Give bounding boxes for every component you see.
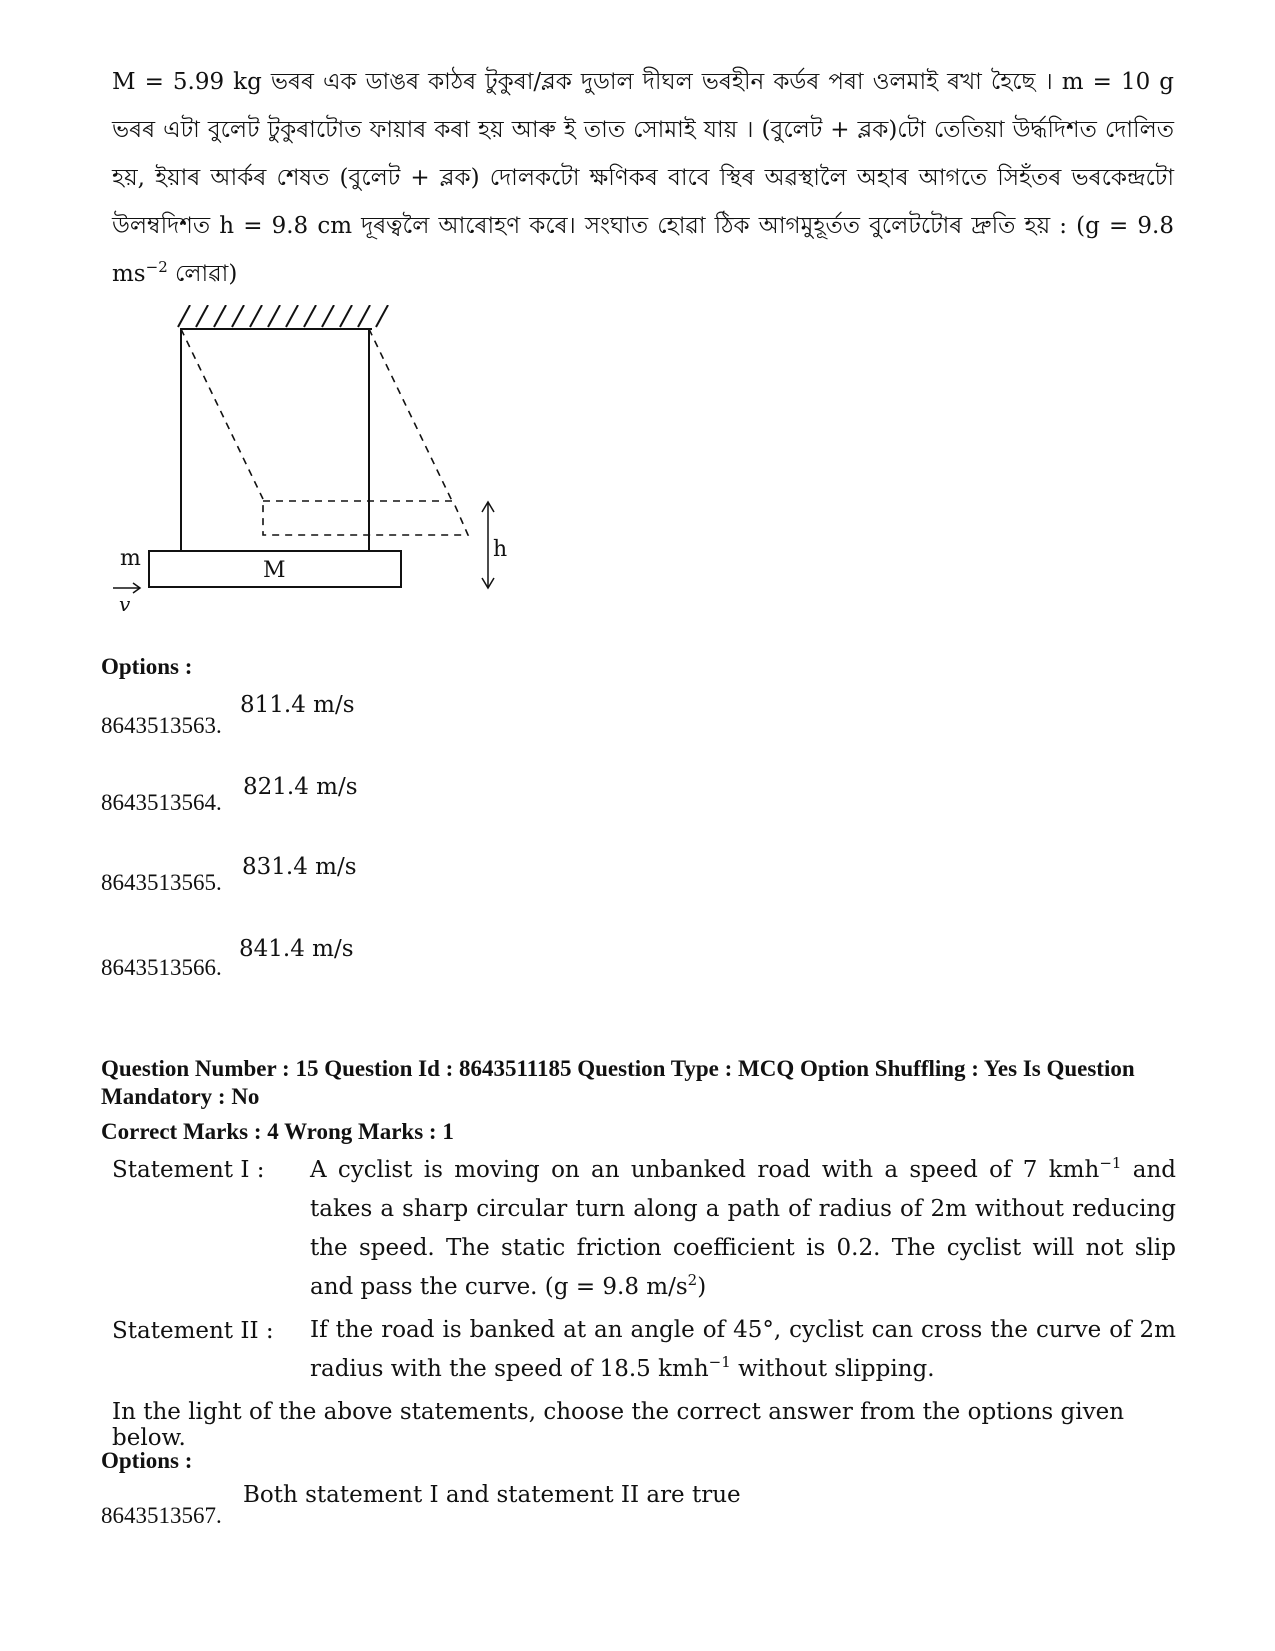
option-value: 841.4 m/s: [239, 936, 354, 962]
statement-2-label: Statement II :: [112, 1318, 274, 1344]
options-heading: Options :: [101, 1448, 193, 1473]
option-value: Both statement I and statement II are true: [243, 1482, 741, 1508]
seconds-squared-exponent: 2: [687, 1271, 698, 1289]
question-15-marks: Correct Marks : 4 Wrong Marks : 1: [101, 1119, 454, 1144]
statement-1-part-c: ): [697, 1274, 707, 1300]
statement-1-part-b: and takes a sharp circular turn along a path of radius of 2m without reducing the speed. The static friction coefficient is 0.2. The cyclist will not slip and pass the curve. (g = 9.8 m/s: [310, 1157, 1176, 1300]
statement-1-label: Statement I :: [112, 1157, 265, 1183]
statement-2-part-b: without slipping.: [730, 1356, 935, 1382]
question-14-text-end: লোৱা): [167, 261, 238, 287]
statement-2-part-a: If the road is banked at an angle of 45°, cyclist can cross the curve of 2m radius with the speed of 18.5 kmh: [310, 1317, 1176, 1382]
option-id: 8643513566.: [101, 955, 222, 980]
option-id: 8643513565.: [101, 870, 222, 895]
option-value: 811.4 m/s: [240, 692, 355, 718]
ceiling-hatch: [178, 305, 388, 327]
question-14-text-main: M = 5.99 kg ভৰৰ এক ডাঙৰ কাঠৰ টুকুৰা/ব্লক দুডাল দীঘল ভৰহীন কৰ্ডৰ পৰা ওলমাই ৰখা হৈছে । m = 10 g ভৰৰ এটা বুলেট টুকুৰাটোত ফায়াৰ কৰা হয় আৰু ই তাত সোমাই যায় । (বুলেট + ব্লক)টো তেতিয়া উৰ্দ্ধদিশত দোলিত হয়, ইয়াৰ আৰ্কৰ শেষত (বুলেট + ব্লক) দোলকটো ক্ষণিকৰ বাবে স্থিৰ অৱস্থালৈ অহাৰ আগতে সিহঁতৰ ভৰকেন্দ্ৰটো উলম্বদিশত h = 9.8 cm দূৰত্বলৈ আৰোহণ কৰে। সংঘাত হোৱা ঠিক আগমুহূৰ্তত বুলেটটোৰ দ্ৰুতি হয় : (g = 9.8 ms: [112, 69, 1174, 287]
option-id: 8643513564.: [101, 790, 222, 815]
option-id: 8643513563.: [101, 713, 222, 738]
option-value: 821.4 m/s: [243, 774, 358, 800]
kmh-exponent: −1: [1099, 1154, 1122, 1172]
block-displaced-outline: [263, 501, 468, 535]
bullet-m-label: m: [120, 546, 141, 571]
left-cord-displaced: [181, 329, 263, 499]
gravity-exponent: −2: [145, 258, 168, 276]
statement-2-text: [310, 1311, 1176, 1389]
statement-1-part-a: A cyclist is moving on an unbanked road with a speed of 7 kmh: [310, 1157, 1100, 1183]
kmh-exponent: −1: [708, 1353, 731, 1371]
ballistic-pendulum-diagram: [100, 305, 540, 625]
velocity-v-label: v: [119, 592, 131, 616]
option-value: 831.4 m/s: [242, 854, 357, 880]
option-id: 8643513567.: [101, 1503, 222, 1528]
question-14-text: [112, 58, 1174, 298]
right-cord-displaced: [369, 329, 453, 503]
statement-1-text: [310, 1151, 1176, 1307]
instruction-text: In the light of the above statements, choose the correct answer from the options given below.: [112, 1399, 1125, 1451]
options-heading: Options :: [101, 654, 193, 679]
height-h-label: h: [493, 537, 508, 562]
question-15-meta: Question Number : 15 Question Id : 8643511185 Question Type : MCQ Option Shuffling : Yes Is Question Mandatory : No: [101, 1056, 1135, 1109]
block-M-label: M: [263, 558, 286, 583]
